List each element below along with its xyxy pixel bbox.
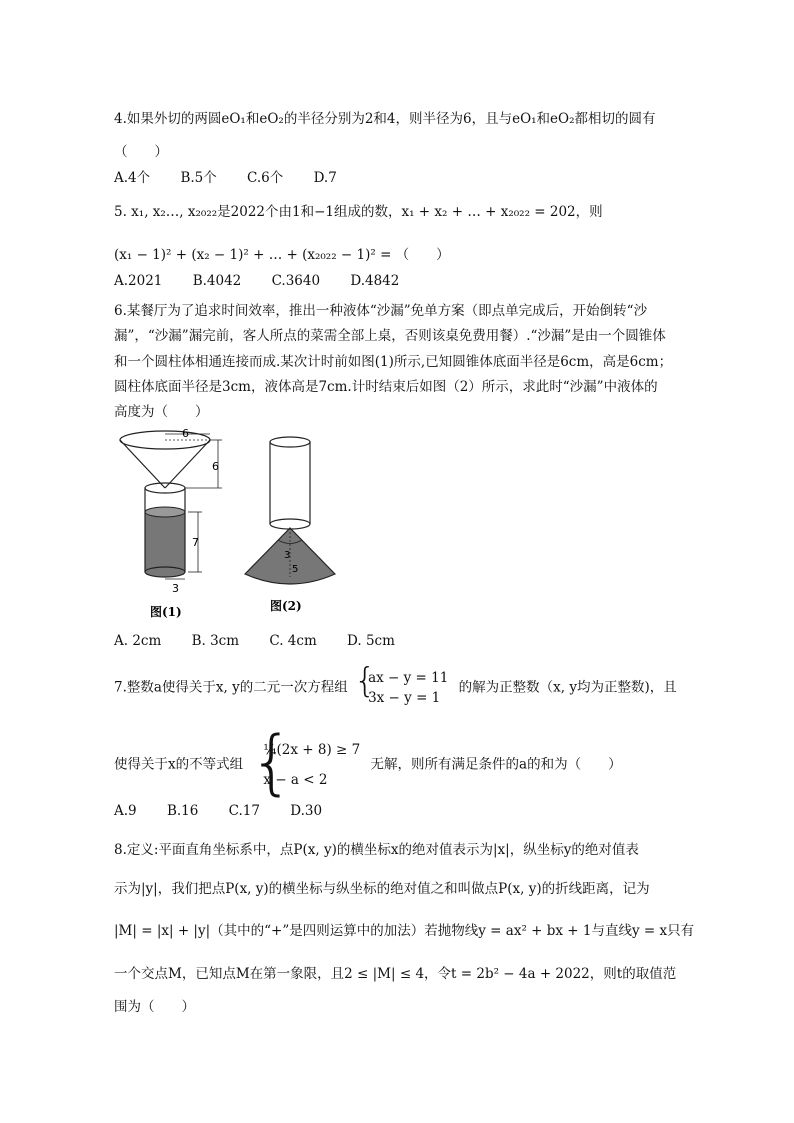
q6-option-d: D. 5cm <box>347 633 395 649</box>
figure-1-dim-liquid: 7 <box>192 536 199 549</box>
q7-eq1: { ax − y = 11 <box>368 670 449 686</box>
q4-stem: 4.如果外切的两圆eO₁和eO₂的半径分别为2和4，则半径为6，且与eO₁和eO₂都相切的圆有 <box>114 111 656 127</box>
q5-option-a: A.2021 <box>114 273 163 289</box>
q5-option-b: B.4042 <box>192 273 242 289</box>
q6-options <box>114 633 421 649</box>
q6-line1: 6.某餐厅为了追求时间效率，推出一种液体“沙漏”免单方案（即点单完成后，开始倒转“沙 <box>114 303 648 319</box>
q6-line2: 漏”，“沙漏”漏完前，客人所点的菜需全部上桌，否则该桌免费用餐）.“沙漏”是由一个圆锥体 <box>114 328 666 344</box>
q7-pre2: 使得关于x的不等式组 <box>114 756 244 773</box>
q4-options <box>114 166 363 186</box>
q8-line3: |M| = |x| + |y|（其中的“+”是四则运算中的加法）若抛物线y = ax² + bx + 1与直线y = x只有 <box>114 923 695 939</box>
q6-line3: 和一个圆柱体相通连接而成.某次计时前如图(1)所示,已知圆锥体底面半径是6cm，高是6cm； <box>114 354 673 370</box>
figure-1-dim-top: 6 <box>182 427 189 440</box>
q5-line1: 5. x₁, x₂…, x₂₀₂₂是2022个由1和−1组成的数，x₁ + x₂ + … + x₂₀₂₂ = 202，则 <box>114 204 603 220</box>
q7-option-d: D.30 <box>290 803 323 819</box>
q7-option-a: A.9 <box>114 803 137 819</box>
figure-1-diagram <box>110 422 240 622</box>
q7-line1 <box>114 668 677 708</box>
q8-line1: 8.定义:平面直角坐标系中，点P(x, y)的横坐标x的绝对值表示为|x|，纵坐标y的绝对值表 <box>114 842 639 858</box>
q5-options <box>114 273 425 289</box>
q7-ineq1: { ¼(2x + 8) ≥ 7 <box>263 742 361 758</box>
figure-1-dim-height: 6 <box>212 460 219 473</box>
figure-1-dim-radius: 3 <box>172 582 179 595</box>
q6-line4: 圆柱体底面半径是3cm，液体高是7cm.计时结束后如图（2）所示，求此时“沙漏”中液体的 <box>114 379 658 395</box>
q7-eq2: 3x − y = 1 <box>368 690 441 706</box>
figure-1-label: 图(1) <box>150 605 182 619</box>
q4-option-a: A.4个 <box>114 170 151 186</box>
q6-option-c: C. 4cm <box>269 633 317 649</box>
q7-post2: 无解，则所有满足条件的a的和为（ ） <box>370 756 622 773</box>
q8-line2: 示为|y|，我们把点P(x, y)的横坐标与纵坐标的绝对值之和叫做点P(x, y)的折线距离，记为 <box>114 881 650 897</box>
q6-line5: 高度为（ ） <box>114 404 209 420</box>
svg-text:3: 3 <box>284 550 291 561</box>
q7-inequality-system <box>253 735 360 795</box>
q7-option-c: C.17 <box>228 803 260 819</box>
figure-2-label: 图(2) <box>270 599 302 613</box>
q7-equation-system <box>358 668 448 708</box>
q7-ineq2: x − a < 2 <box>263 772 328 788</box>
q7-post: 的解为正整数（x, y均为正整数)，且 <box>458 679 677 696</box>
q8-line5: 围为（ ） <box>114 999 195 1015</box>
q5-option-d: D.4842 <box>350 273 400 289</box>
q6-option-a: A. 2cm <box>114 633 162 649</box>
q4-option-d: D.7 <box>313 170 337 186</box>
q7-line2 <box>114 735 622 795</box>
q7-pre: 7.整数a使得关于x, y的二元一次方程组 <box>114 679 348 696</box>
svg-text:5: 5 <box>292 564 299 575</box>
q4-option-c: C.6个 <box>247 170 284 186</box>
q4-blank: （ ） <box>114 144 168 160</box>
q7-options <box>114 803 348 819</box>
figure-2-diagram <box>240 432 350 622</box>
q4-option-b: B.5个 <box>180 170 217 186</box>
q7-option-b: B.16 <box>166 803 199 819</box>
q6-option-b: B. 3cm <box>191 633 240 649</box>
q5-option-c: C.3640 <box>271 273 321 289</box>
q5-line2: (x₁ − 1)² + (x₂ − 1)² + … + (x₂₀₂₂ − 1)² = （ ） <box>114 247 450 263</box>
q8-line4: 一个交点M，已知点M在第一象限，且2 ≤ |M| ≤ 4，令t = 2b² − 4a + 2022，则t的取值范 <box>114 966 677 982</box>
